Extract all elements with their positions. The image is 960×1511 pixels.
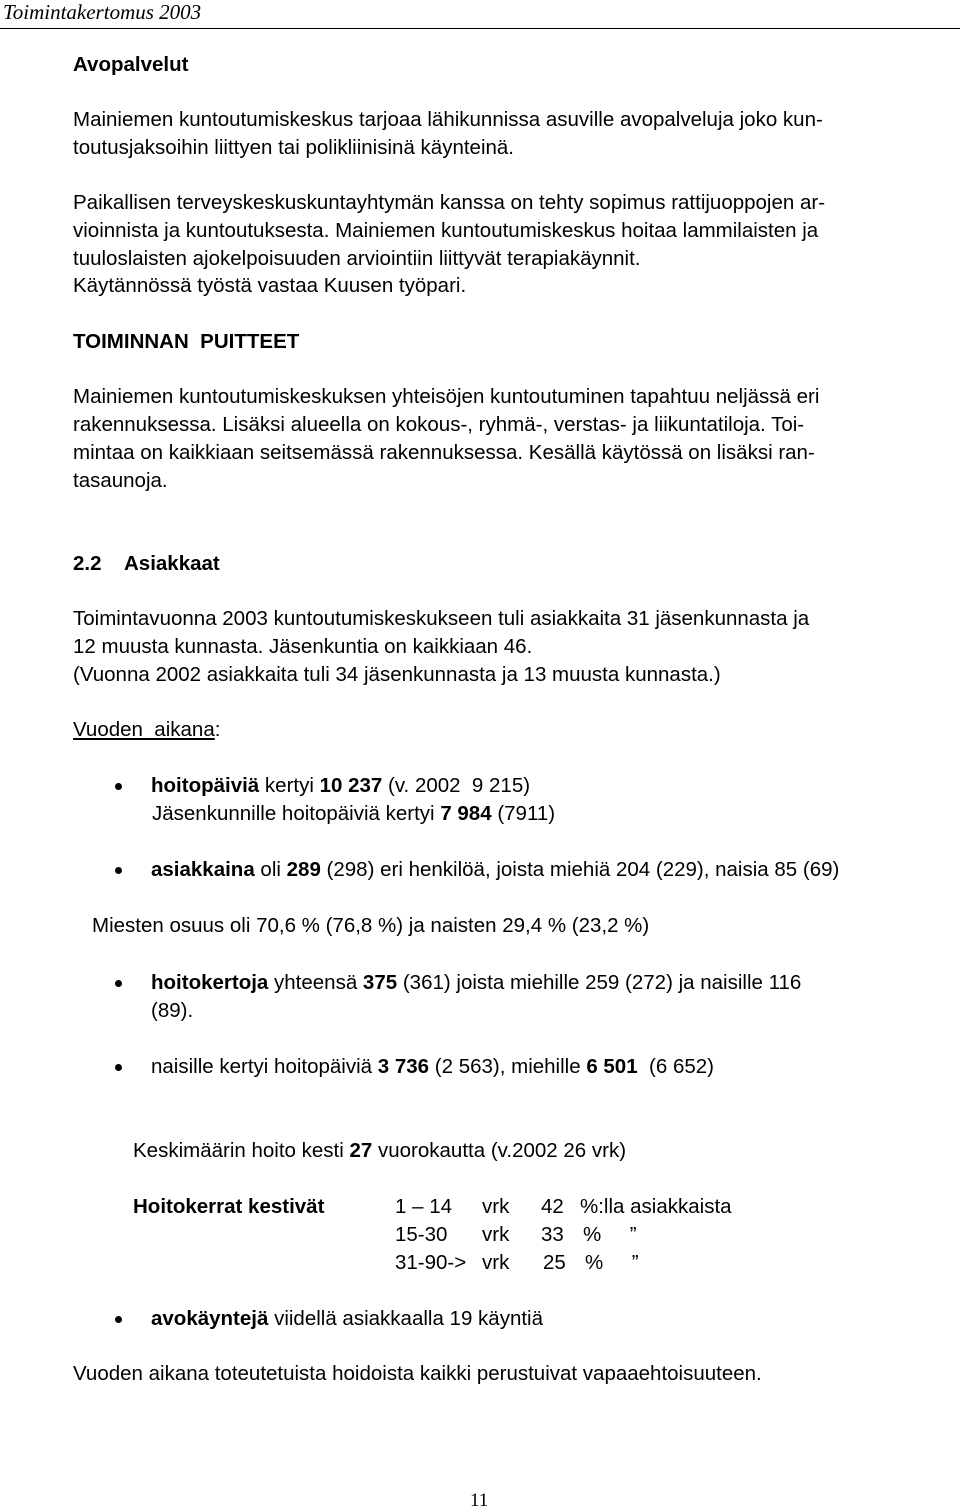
paragraph-line: tasaunoja. <box>73 469 168 492</box>
page-number: 11 <box>470 1490 489 1511</box>
paragraph-line: toutusjaksoihin liittyen tai polikliinisinä käynteinä. <box>73 136 514 159</box>
duration-range: 15-30 <box>395 1223 448 1246</box>
paragraph-line: Paikallisen terveyskeskuskuntayhtymän kanssa on tehty sopimus rattijuoppojen ar- <box>73 191 826 214</box>
duration-unit: vrk <box>482 1223 510 1246</box>
section-heading-avopalvelut: Avopalvelut <box>73 53 189 76</box>
duration-suffix: % ” <box>585 1251 639 1274</box>
duration-range: 1 – 14 <box>395 1195 452 1218</box>
header-rule <box>0 28 960 29</box>
duration-percent: 33 <box>541 1223 564 1246</box>
duration-range: 31-90-> <box>395 1251 467 1274</box>
stat-asiakkaina: asiakkaina oli 289 (298) eri henkilöä, joista miehiä 204 (229), naisia 85 (69) <box>151 858 840 881</box>
bullet-icon <box>115 1316 122 1323</box>
stat-hoitokertoja: hoitokertoja yhteensä 375 (361) joista miehille 259 (272) ja naisille 116 <box>151 971 802 994</box>
duration-suffix: %:lla asiakkaista <box>580 1195 732 1218</box>
subheading-vuoden-aikana: Vuoden aikana: <box>73 718 221 741</box>
bullet-icon <box>115 980 122 987</box>
stat-toteutetuista: Vuoden aikana toteutetuista hoidoista kaikki perustuivat vapaaehtoisuuteen. <box>73 1362 762 1385</box>
bullet-icon <box>115 1064 122 1071</box>
stat-jasenkunnille: Jäsenkunnille hoitopäiviä kertyi 7 984 (7911) <box>152 802 556 825</box>
bullet-icon <box>115 783 122 790</box>
paragraph-line: Mainiemen kuntoutumiskeskuksen yhteisöjen kuntoutuminen tapahtuu neljässä eri <box>73 385 820 408</box>
stat-naisille: naisille kertyi hoitopäiviä 3 736 (2 563), miehille 6 501 (6 652) <box>151 1055 714 1078</box>
section-heading-asiakkaat: Asiakkaat <box>124 552 220 575</box>
stat-hoitokerrat-label: Hoitokerrat kestivät <box>133 1195 325 1218</box>
bullet-icon <box>115 867 122 874</box>
stat-miesten-osuus: Miesten osuus oli 70,6 % (76,8 %) ja naisten 29,4 % (23,2 %) <box>92 914 650 937</box>
duration-percent: 25 <box>543 1251 566 1274</box>
paragraph-line: tuuloslaisten ajokelpoisuuden arviointiin liittyvät terapiakäynnit. <box>73 247 641 270</box>
duration-unit: vrk <box>482 1195 510 1218</box>
stat-avokaynteja: avokäyntejä viidellä asiakkaalla 19 käyntiä <box>151 1307 544 1330</box>
paragraph-line: vioinnista ja kuntoutuksesta. Mainiemen kuntoutumiskeskus hoitaa lammilaisten ja <box>73 219 819 242</box>
duration-percent: 42 <box>541 1195 564 1218</box>
paragraph-line: Mainiemen kuntoutumiskeskus tarjoaa lähikunnissa asuville avopalveluja joko kun- <box>73 108 823 131</box>
paragraph-line: 12 muusta kunnasta. Jäsenkuntia on kaikkiaan 46. <box>73 635 533 658</box>
stat-hoitokertoja-cont: (89). <box>151 999 194 1022</box>
paragraph-line: rakennuksessa. Lisäksi alueella on kokous-, ryhmä-, verstas- ja liikuntatiloja. Toi- <box>73 413 805 436</box>
paragraph-line: Käytännössä työstä vastaa Kuusen työpari. <box>73 274 467 297</box>
stat-hoitopaivia: hoitopäiviä kertyi 10 237 (v. 2002 9 215) <box>151 774 531 797</box>
duration-suffix: % ” <box>583 1223 637 1246</box>
document-header: Toimintakertomus 2003 <box>3 0 202 24</box>
stat-keskimaarin: Keskimäärin hoito kesti 27 vuorokautta (v.2002 26 vrk) <box>133 1139 627 1162</box>
section-number: 2.2 <box>73 552 102 575</box>
duration-unit: vrk <box>482 1251 510 1274</box>
paragraph-line: mintaa on kaikkiaan seitsemässä rakennuksessa. Kesällä käytössä on lisäksi ran- <box>73 441 815 464</box>
paragraph-line: (Vuonna 2002 asiakkaita tuli 34 jäsenkunnasta ja 13 muusta kunnasta.) <box>73 663 721 686</box>
paragraph-line: Toimintavuonna 2003 kuntoutumiskeskukseen tuli asiakkaita 31 jäsenkunnasta ja <box>73 607 810 630</box>
section-heading-puitteet: TOIMINNAN PUITTEET <box>73 330 300 353</box>
